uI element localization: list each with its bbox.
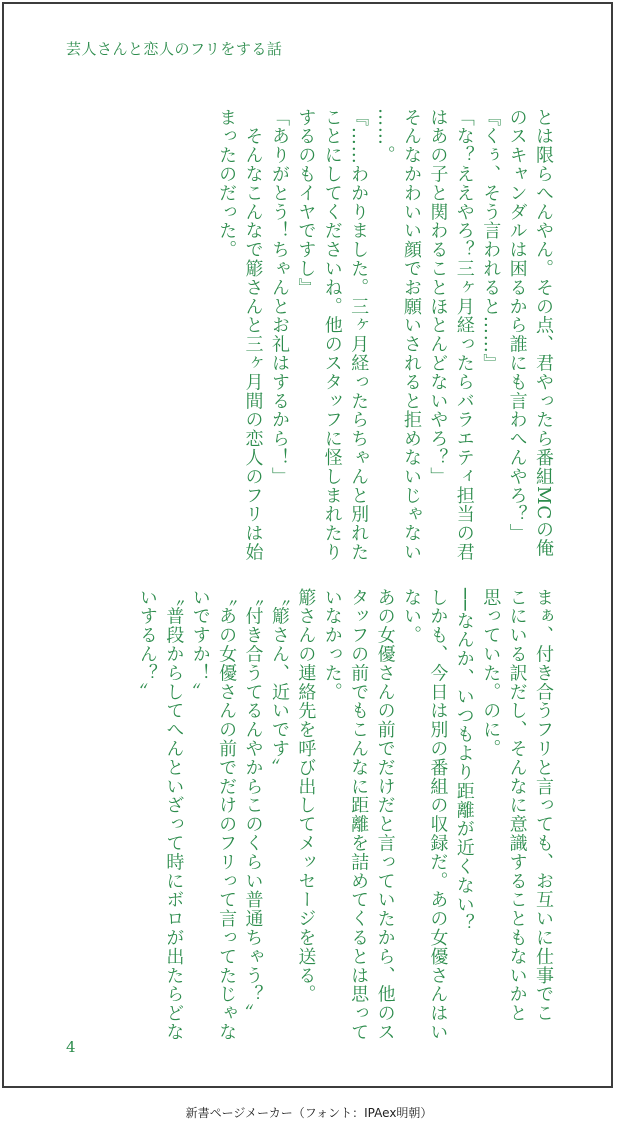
text-line: ──なんか、いつもより距離が近くない？ <box>453 588 475 933</box>
text-line: ……。 <box>374 108 396 165</box>
text-line: そんなこんなで簓さんと三ヶ月間の恋人のフリは始 <box>242 108 264 562</box>
text-line: タッフの前でもこんなに距離を詰めてくるとは思って <box>348 588 370 1042</box>
text-line: ない。 <box>400 588 422 645</box>
text-line: とは限らへんやん。その点、君やったら番組MCの俺 <box>533 108 554 558</box>
text-line: するのもイヤですし』 <box>295 108 317 297</box>
text-line: いですか！〟 <box>189 588 211 702</box>
text-line: 『くぅ、そう言われると……』 <box>480 108 502 373</box>
text-line: のスキャンダルは困るから誰にも言わへんやろ？」 <box>506 108 528 543</box>
text-line: 「ありがとう！ちゃんとお礼はするから！」 <box>268 108 290 486</box>
text-line: まったのだった。 <box>216 108 238 260</box>
text-line: 〝簓さん、近いです〟 <box>268 588 290 777</box>
text-line: しかも、今日は別の番組の収録だ。あの女優さんはい <box>427 588 449 1042</box>
text-line: まぁ、付き合うフリと言っても、お互いに仕事でこ <box>533 588 554 1023</box>
text-line: 簓さんの連絡先を呼び出してメッセージを送る。 <box>295 588 317 1004</box>
text-line: 〝付き合うてるんやからこのくらい普通ちゃう？〟 <box>242 588 264 1023</box>
text-line: ことにしてくださいね。他のスタッフに怪しまれたり <box>321 108 343 562</box>
text-line: 「な？ええやろ？三ヶ月経ったらバラエティ担当の君 <box>453 108 475 562</box>
top-text-column <box>213 108 556 562</box>
text-line: いするん？〟 <box>136 588 158 702</box>
text-line: 〝あの女優さんの前でだけのフリって言ってたじゃな <box>216 588 238 1042</box>
text-line: こにいる訳だし、そんなに意識することもないかと <box>506 588 528 1023</box>
text-line: あの女優さんの前でだけだと言っていたから、他のス <box>374 588 396 1042</box>
text-line: 思っていた。のに。 <box>480 588 502 759</box>
running-header: 芸人さんと恋人のフリをする話 <box>66 40 283 58</box>
text-line: 『……わかりました。三ヶ月経ったらちゃんと別れた <box>348 108 370 562</box>
footer-caption: 新書ページメーカー（フォント：IPAex明朝） <box>185 1106 433 1120</box>
text-line: そんなかわいい顔でお願いされると拒めないじゃない <box>400 108 422 562</box>
book-page <box>2 2 613 1088</box>
text-line: 〝普段からしてへんといざって時にボロが出たらどな <box>163 588 185 1042</box>
bottom-text-column <box>134 588 557 1042</box>
page-number: 4 <box>66 1038 76 1056</box>
text-line: はあの子と関わることほとんどないやろ？」 <box>427 108 449 486</box>
text-line: いなかった。 <box>321 588 343 702</box>
